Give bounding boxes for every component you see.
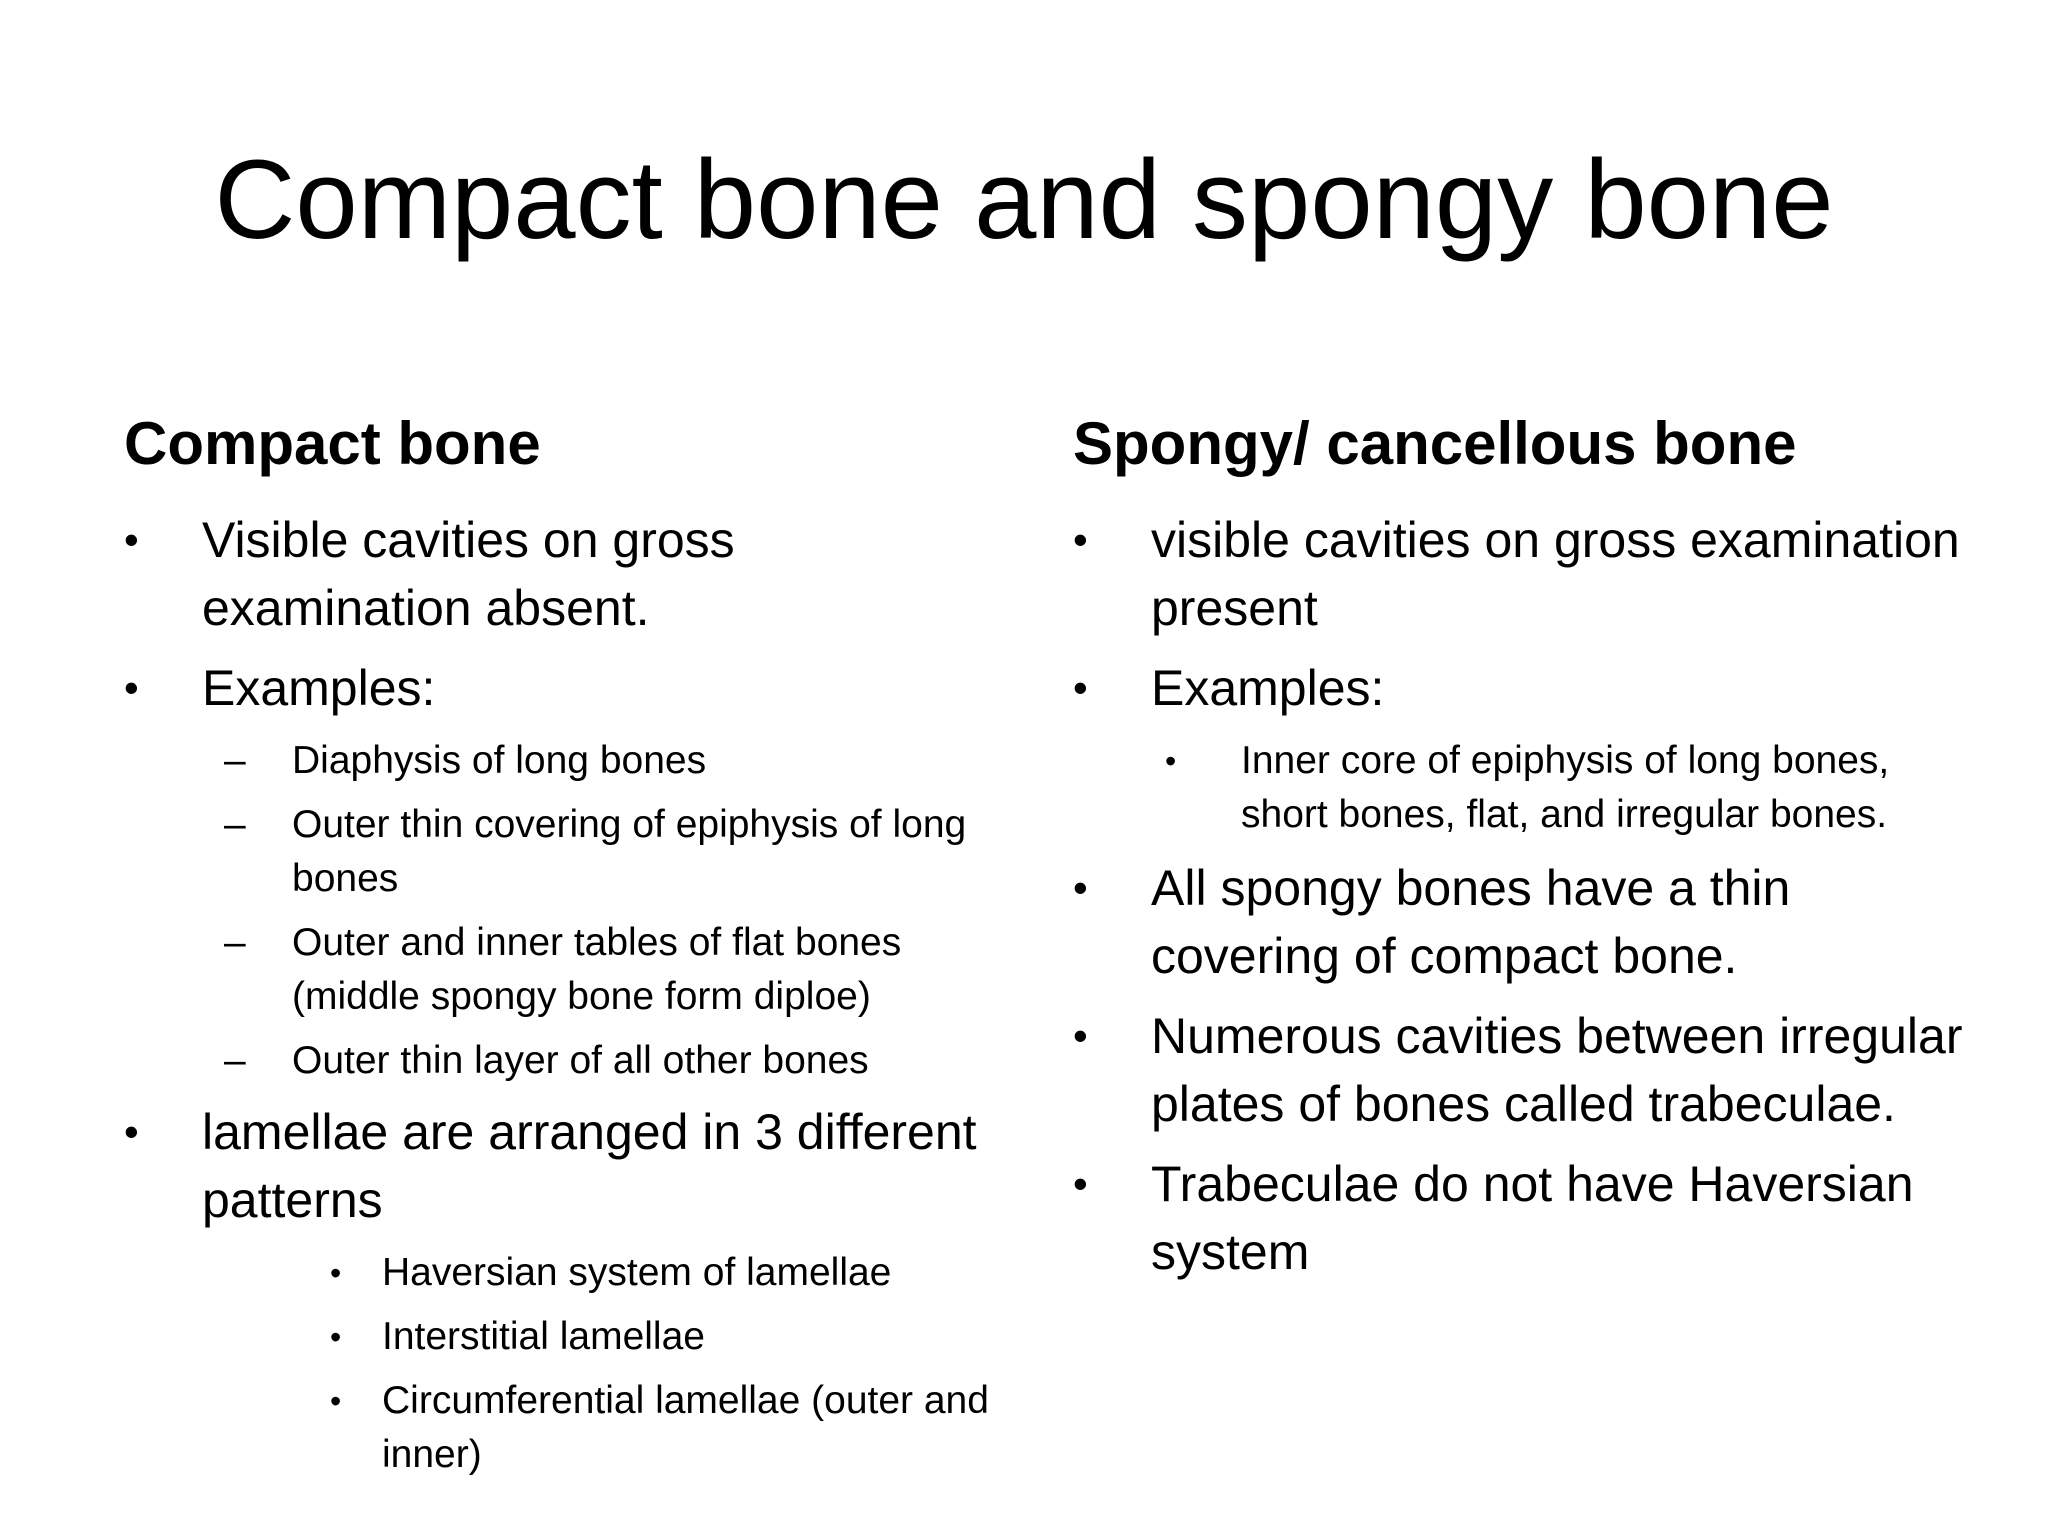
bullet-marker: • — [330, 1255, 342, 1291]
list-item-text: Examples: — [1151, 660, 1385, 716]
list-item — [124, 798, 1004, 906]
list-item — [124, 734, 1004, 788]
slide-title: Compact bone and spongy bone — [214, 137, 1834, 262]
spongy-bone-heading: Spongy/ cancellous bone — [1073, 410, 1797, 477]
list-item-text: Outer thin layer of all other bones — [292, 1039, 869, 1082]
list-item-text: lamellae are arranged in 3 different patterns — [202, 1104, 977, 1228]
dash-marker: – — [224, 803, 246, 846]
dash-marker: – — [224, 739, 246, 782]
bullet-marker: • — [1165, 743, 1177, 779]
compact-bone-heading: Compact bone — [124, 410, 541, 477]
bullet-marker: • — [330, 1319, 342, 1355]
list-item — [124, 916, 1004, 1024]
bullet-marker: • — [1073, 664, 1088, 711]
list-item — [1073, 1150, 1963, 1286]
bullet-marker: • — [124, 516, 139, 563]
list-item — [124, 1034, 1004, 1088]
list-item — [1073, 654, 1963, 722]
list-item-text: Haversian system of lamellae — [382, 1251, 892, 1294]
list-item-text: Circumferential lamellae (outer and inner) — [382, 1379, 989, 1476]
list-item-text: Trabeculae do not have Haversian system — [1151, 1156, 1914, 1280]
bullet-marker: • — [1073, 516, 1088, 563]
list-item-text: Inner core of epiphysis of long bones, short bones, flat, and irregular bones. — [1241, 739, 1890, 836]
compact-bone-list — [124, 506, 1004, 1492]
list-item — [124, 506, 1004, 642]
dash-marker: – — [224, 921, 246, 964]
list-item — [1073, 854, 1963, 990]
list-item-text: Examples: — [202, 660, 436, 716]
list-item-text: Diaphysis of long bones — [292, 739, 707, 782]
bullet-marker: • — [1073, 1012, 1088, 1059]
list-item-text: visible cavities on gross examination present — [1151, 512, 1960, 636]
list-item-text: Numerous cavities between irregular plates of bones called trabeculae. — [1151, 1008, 1963, 1132]
list-item-text: Visible cavities on gross examination absent. — [202, 512, 735, 636]
bullet-marker: • — [124, 1108, 139, 1155]
list-item — [124, 1310, 1004, 1364]
list-item — [1073, 734, 1963, 842]
list-item — [1073, 1002, 1963, 1138]
spongy-bone-list — [1073, 506, 1963, 1298]
list-item — [124, 654, 1004, 722]
list-item-text: Interstitial lamellae — [382, 1315, 705, 1358]
bullet-marker: • — [330, 1383, 342, 1419]
list-item-text: Outer and inner tables of flat bones (middle spongy bone form diploe) — [292, 921, 902, 1018]
dash-marker: – — [224, 1039, 246, 1082]
list-item-text: Outer thin covering of epiphysis of long bones — [292, 803, 967, 900]
bullet-marker: • — [1073, 864, 1088, 911]
list-item — [124, 1246, 1004, 1300]
bullet-marker: • — [124, 664, 139, 711]
list-item — [1073, 506, 1963, 642]
list-item-text: All spongy bones have a thin covering of compact bone. — [1151, 860, 1791, 984]
list-item — [124, 1098, 1004, 1234]
list-item — [124, 1374, 1004, 1482]
bullet-marker: • — [1073, 1160, 1088, 1207]
